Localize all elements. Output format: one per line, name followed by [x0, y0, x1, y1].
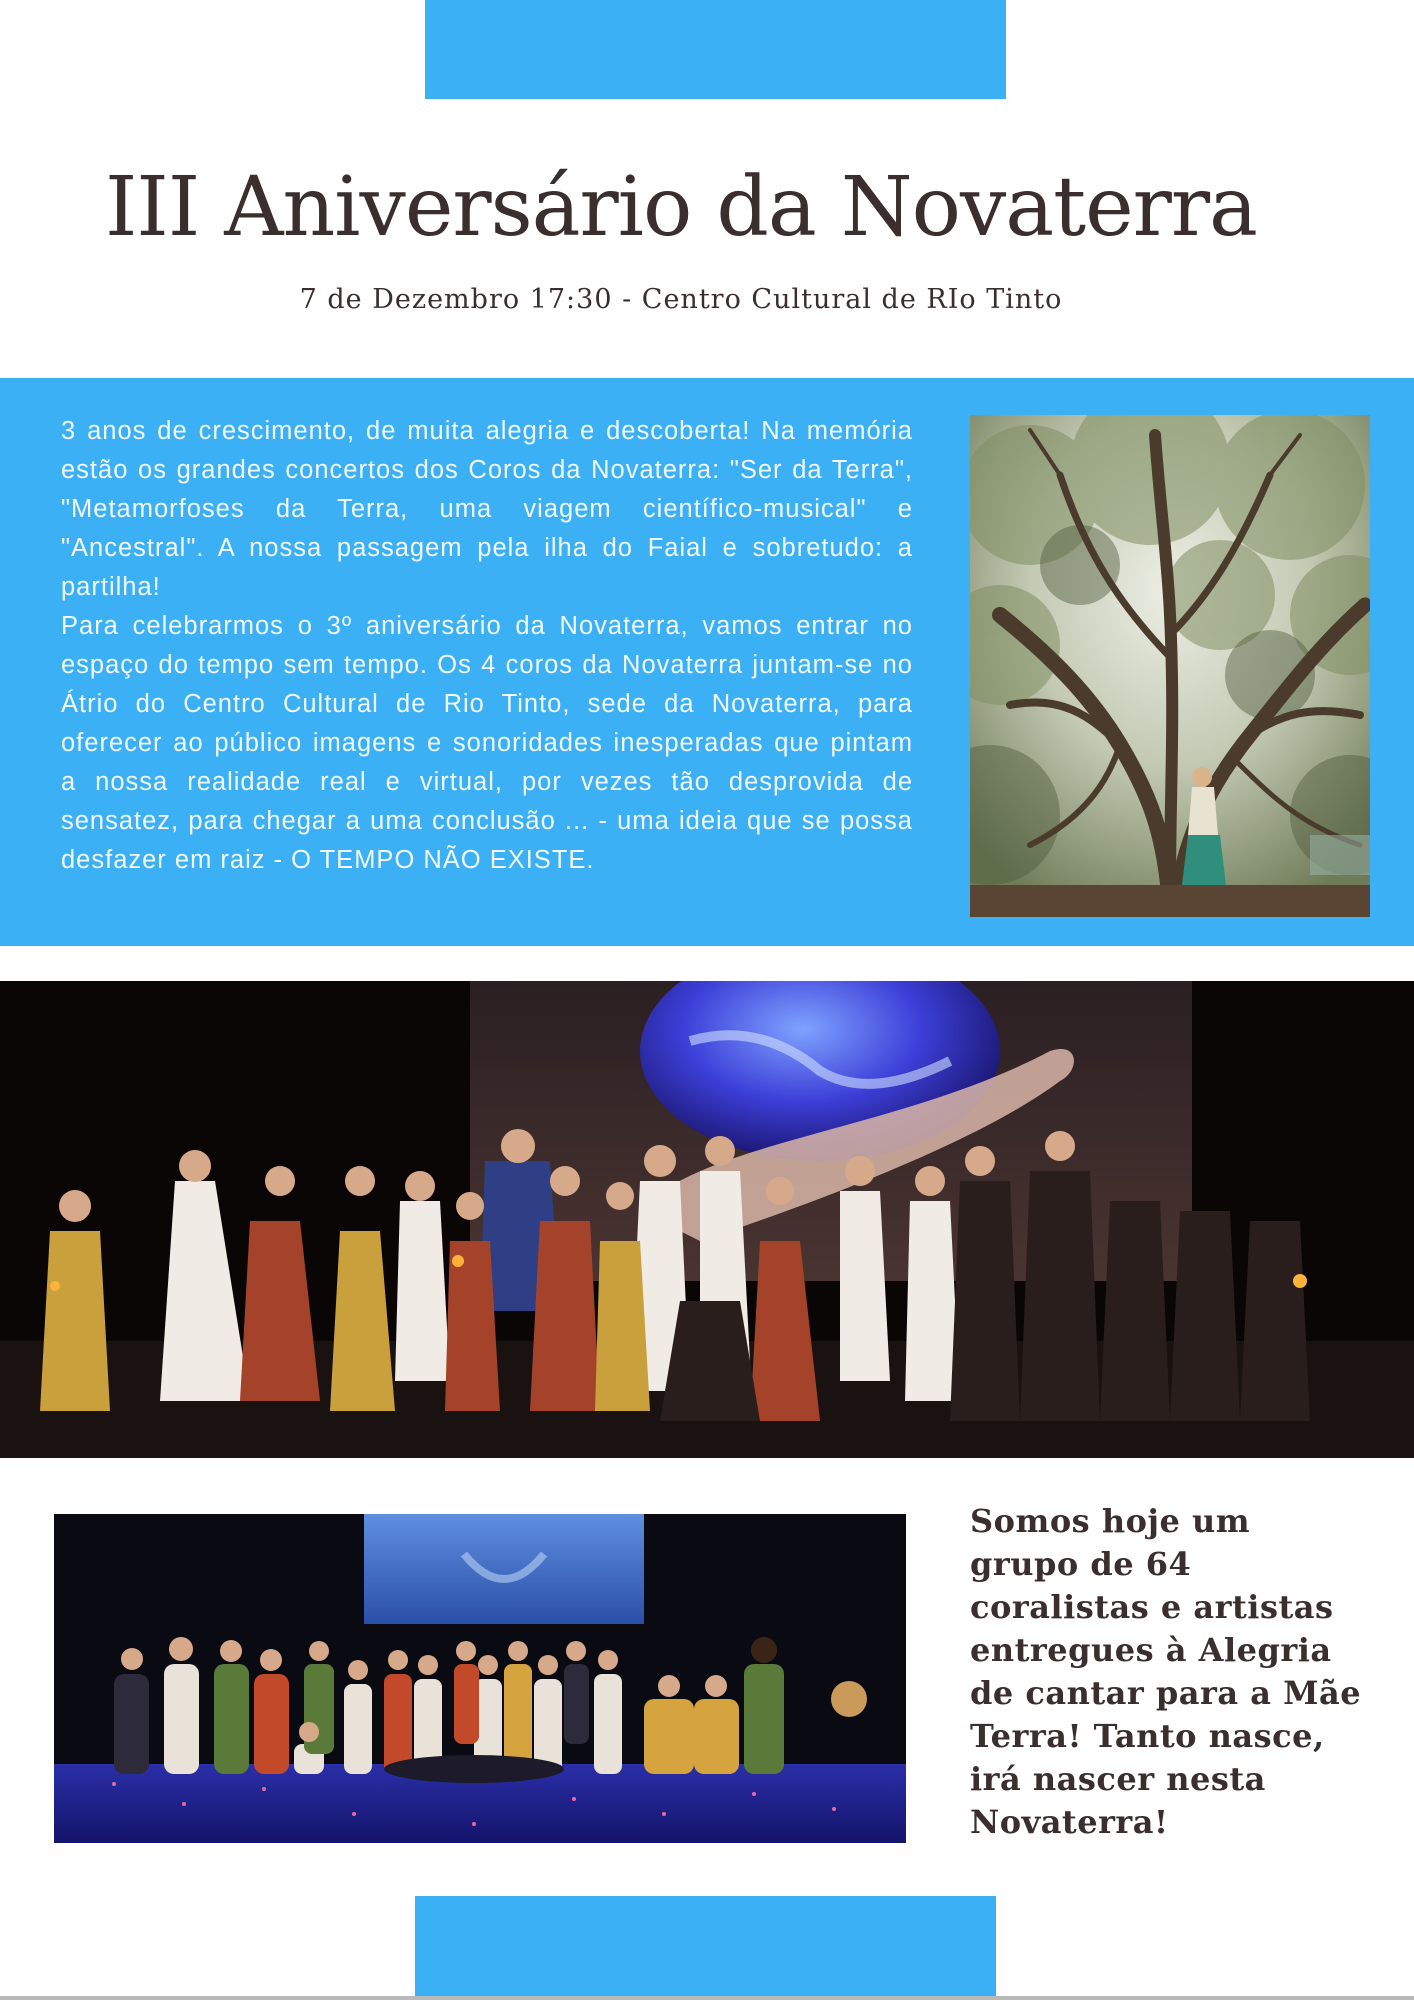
- top-accent-bar: [425, 0, 1006, 99]
- intro-paragraph-2: Para celebrarmos o 3º aniversário da Novaterra, vamos entrar no espaço do tempo sem tempo. Os 4 coros da Novaterra juntam-se no Átrio do Centro Cultural de Rio Tinto, sede da Novaterra, para oferecer ao público imagens e sonoridades inesperadas que pintam a nossa realidade real e virtual, por vezes tão desprovida de sensatez, para chegar a uma conclusão ... - uma ideia que se possa desfazer em raiz - O TEMPO NÃO EXISTE.: [61, 612, 913, 874]
- intro-text: [61, 412, 913, 880]
- event-details: 7 de Dezembro 17:30 - Centro Cultural de RIo Tinto: [299, 284, 1063, 315]
- bottom-divider: [0, 1996, 1414, 2000]
- tree-illustration: [970, 415, 1370, 917]
- page-title: III Aniversário da Novaterra: [105, 160, 1257, 255]
- group-photo: [54, 1514, 906, 1843]
- bottom-accent-bar: [415, 1896, 996, 2000]
- tree-photo: [970, 415, 1370, 917]
- intro-paragraph-1: 3 anos de crescimento, de muita alegria e descoberta! Na memória estão os grandes concertos dos Coros da Novaterra: "Ser da Terra", "Metamorfoses da Terra, uma viagem científico-musical" e "Ancestral". A nossa passagem pela ilha do Faial e sobretudo: a partilha!: [61, 417, 913, 601]
- group-description: Somos hoje um grupo de 64 coralistas e artistas entregues à Alegria de cantar para a Mãe Terra! Tanto nasce, irá nascer nesta Novaterra!: [970, 1502, 1362, 1841]
- group-illustration: [54, 1514, 906, 1843]
- stage-illustration: [0, 981, 1414, 1458]
- stage-photo: [0, 981, 1414, 1458]
